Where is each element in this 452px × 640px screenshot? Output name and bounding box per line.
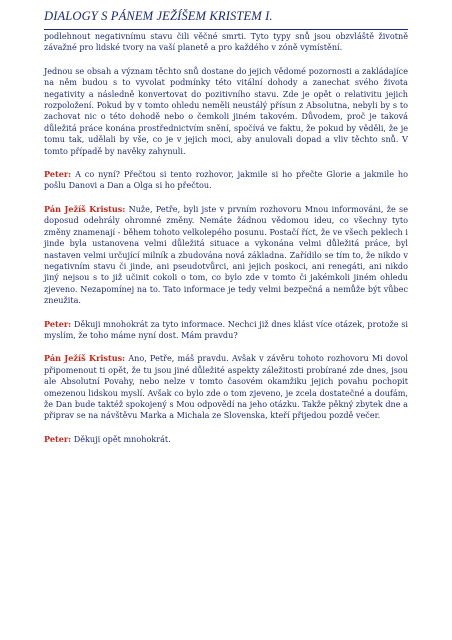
speaker-label: Pán Ježíš Kristus: — [44, 353, 126, 364]
paragraph-text: Jednou se obsah a význam těchto snů dostane do jejich vědomé pozornosti a zakládajíce na něm budou s to vyvolat podmínky této vitální dohody a zanechat svého života negativity a následně konvertovat do pozitivního stavu. Zde je opět o relativitu jejich rozpoložení. Pokud by v tomto ohledu neměli neustálý přísun z Absolutna, nebyli by s to zachovat nic o této dohodě nebo o čemkoli jiném takovém. Důvodem, proč je taková důležitá práce konána prostřednictvím snění, spočívá ve faktu, že pokud by věděli, že je tomu tak, udělali by vše, co je v jejich moci, aby anulovali dopad a vliv těchto snů. V tomto případě by navěky zahynuli. — [44, 65, 408, 156]
paragraph — [44, 204, 408, 307]
paragraph-text: Ano, Petře, máš pravdu. Avšak v závěru tohoto rozhovoru Mi dovol připomenout ti opět, že tu jsou jiné důležité aspekty záležitosti probírané zde dnes, jsou ale Absolutní Povahy, nebo nelze v tomto časovém okamžiku jejich povahu pochopit omezenou lidskou myslí. Avšak co bylo zde o tom zjeveno, je zcela dostatečné a doufám, že Dan bude taktéž spokojený s Mou odpovědí na jeho otázku. Takže pěkný zbytek dne a připrav se na návštěvu Marka a Michala ze Slovenska, kteří přijedou pozdě večer. — [44, 353, 409, 421]
paragraph-text: Děkuji mnohokrát za tyto informace. Nechci již dnes klást více otázek, protože si myslím, že toho máme nyní dost. Mám pravdu? — [44, 318, 408, 340]
speaker-label: Pán Ježíš Kristus: — [44, 203, 126, 214]
paragraph — [44, 434, 408, 445]
paragraph — [44, 169, 408, 192]
header-rule — [44, 29, 408, 30]
paragraph — [44, 319, 408, 342]
paragraph-text: Nuže, Petře, byli jste v prvním rozhovoru Mnou informováni, že se doposud odehrály ohromné změny. Nemáte žádnou vědomou ideu, co všechny tyto změny znamenají - během tohoto velkolepého posunu. Postačí říct, že ve všech peklech i jinde byla ustanovena velmi důležitá situace a vykonána velmi důležitá práce, byl nastaven velmi určující milník a zbudována nová základna. Zařídilo se tím to, že nikdo v negativním stavu či jinde, ani pseudotvůrci, ani jejich poskoci, ani renegáti, ani nikdo jiný nejsou s to již učinit cokoli o tom, co bylo zde v tomto či jakémkoli jiném ohledu zjeveno. Nezapomínej na to. Tato informace je tedy velmi bezpečná a nemůže být vůbec zneužita. — [44, 203, 408, 306]
speaker-label: Peter: — [44, 169, 72, 180]
paragraph-text: A co nyní? Přečtou si tento rozhovor, jakmile si ho přečte Glorie a jakmile ho pošlu Danovi a Dan a Olga si ho přečtou. — [44, 169, 408, 191]
paragraph — [44, 31, 408, 54]
paragraph — [44, 353, 408, 421]
speaker-label: Peter: — [44, 433, 72, 444]
running-header: DIALOGY S PÁNEM JEŽÍŠEM KRISTEM I. — [44, 9, 273, 23]
document-body — [44, 31, 408, 457]
paragraph — [44, 66, 408, 157]
paragraph-text: Děkuji opět mnohokrát. — [71, 433, 171, 444]
speaker-label: Peter: — [44, 318, 72, 329]
paragraph-text: podlehnout negativnímu stavu čili věčné smrti. Tyto typy snů jsou obzvláště životně závažné pro lidské tvory na vaší planetě a pro každého v zóně vymístění. — [44, 31, 408, 53]
